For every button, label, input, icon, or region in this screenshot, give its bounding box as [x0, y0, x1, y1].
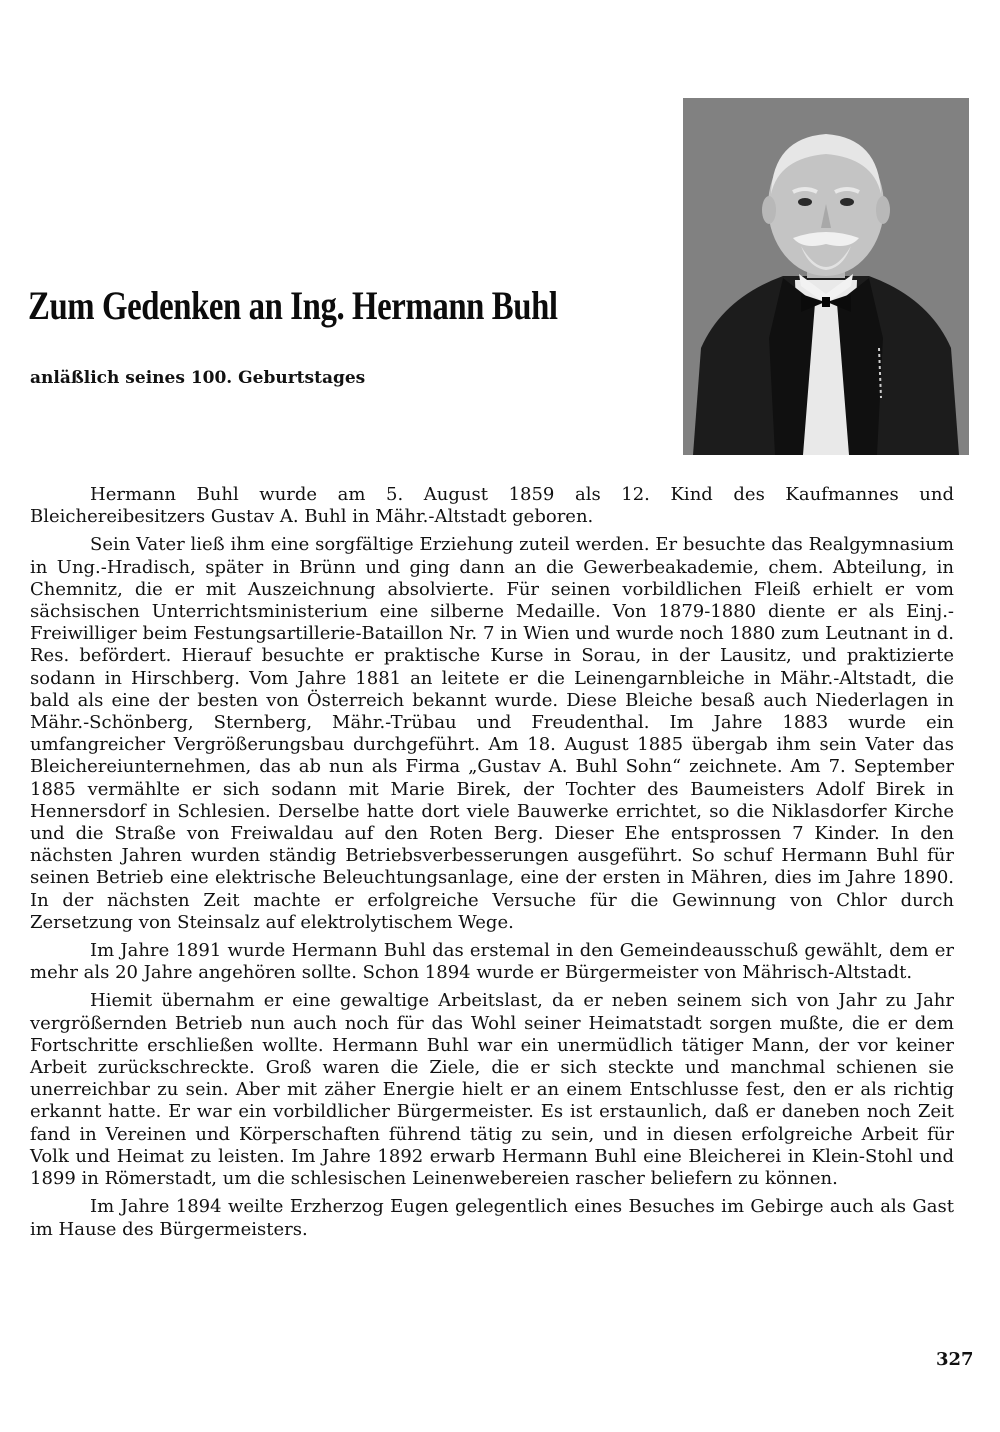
article-title: Zum Gedenken an Ing. Hermann Buhl: [28, 283, 558, 328]
portrait-photo: [683, 98, 969, 455]
body-paragraph-5: Im Jahre 1894 weilte Erzherzog Eugen gelegentlich eines Besuches im Gebirge auch als Gast im Hause des Bürgermeisters.: [30, 1196, 954, 1240]
page-number: 327: [936, 1349, 974, 1370]
article-subtitle: anläßlich seines 100. Geburtstages: [30, 368, 366, 388]
body-paragraph-1: Hermann Buhl wurde am 5. August 1859 als 12. Kind des Kaufmannes und Bleichereibesitzers Gustav A. Buhl in Mähr.-Altstadt geboren.: [30, 484, 954, 528]
body-paragraph-2: Sein Vater ließ ihm eine sorgfältige Erziehung zuteil werden. Er besuchte das Realgymnasium in Ung.-Hradisch, später in Brünn und ging dann an die Gewerbeakademie, chem. Abteilung, in Chemnitz, die er mit Auszeichnung absolvierte. Für seinen vorbildlichen Fleiß erhielt er vom sächsischen Unterrichtsministerium eine silberne Medaille. Von 1879-1880 diente er als Einj.-Freiwilliger beim Festungsartillerie-Bataillon Nr. 7 in Wien und wurde noch 1880 zum Leutnant in d. Res. befördert. Hierauf besuchte er praktische Kurse in Sorau, in der Lausitz, und praktizierte sodann in Hirschberg. Vom Jahre 1881 an leitete er die Leinengarnbleiche in Mähr.-Altstadt, die bald als eine der besten von Österreich bekannt wurde. Diese Bleiche besaß auch Niederlagen in Mähr.-Schönberg, Sternberg, Mähr.-Trübau und Freudenthal. Im Jahre 1883 wurde ein umfangreicher Vergrößerungsbau durchgeführt. Am 18. August 1885 übergab ihm sein Vater das Bleichereiunternehmen, das ab nun als Firma „Gustav A. Buhl Sohn“ zeichnete. Am 7. September 1885 vermählte er sich sodann mit Marie Birek, der Tochter des Baumeisters Adolf Birek in Hennersdorf in Schlesien. Derselbe hatte dort viele Bauwerke errichtet, so die Niklasdorfer Kirche und die Straße von Freiwaldau auf den Roten Berg. Dieser Ehe entsprossen 7 Kinder. In den nächsten Jahren wurden ständig Betriebsverbesserungen ausgeführt. So schuf Hermann Buhl für seinen Betrieb eine elektrische Beleuchtungsanlage, eine der ersten in Mähren, dies im Jahre 1890. In der nächsten Zeit machte er erfolgreiche Versuche für die Gewinnung von Chlor durch Zersetzung von Steinsalz auf elektrolytischem Wege.: [30, 534, 954, 933]
body-paragraph-3: Im Jahre 1891 wurde Hermann Buhl das erstemal in den Gemeindeausschuß gewählt, dem er mehr als 20 Jahre angehören sollte. Schon 1894 wurde er Bürgermeister von Mährisch-Altstadt.: [30, 940, 954, 984]
article-body: [30, 484, 954, 1247]
body-paragraph-4: Hiemit übernahm er eine gewaltige Arbeitslast, da er neben seinem sich von Jahr zu Jahr vergrößernden Betrieb nun auch noch für das Wohl seiner Heimatstadt sorgen mußte, die er dem Fortschritte erschließen wollte. Hermann Buhl war ein unermüdlich tätiger Mann, der vor keiner Arbeit zurückschreckte. Groß waren die Ziele, die er sich steckte und manchmal schienen sie unerreichbar zu sein. Aber mit zäher Energie hielt er an einem Entschlusse fest, den er als richtig erkannt hatte. Er war ein vorbildlicher Bürgermeister. Es ist erstaunlich, daß er daneben noch Zeit fand in Vereinen und Körperschaften führend tätig zu sein, und in diesen erfolgreiche Arbeit für Volk und Heimat zu leisten. Im Jahre 1892 erwarb Hermann Buhl eine Bleicherei in Klein-Stohl und 1899 in Römerstadt, um die schlesischen Leinenwebereien rascher beliefern zu können.: [30, 990, 954, 1190]
